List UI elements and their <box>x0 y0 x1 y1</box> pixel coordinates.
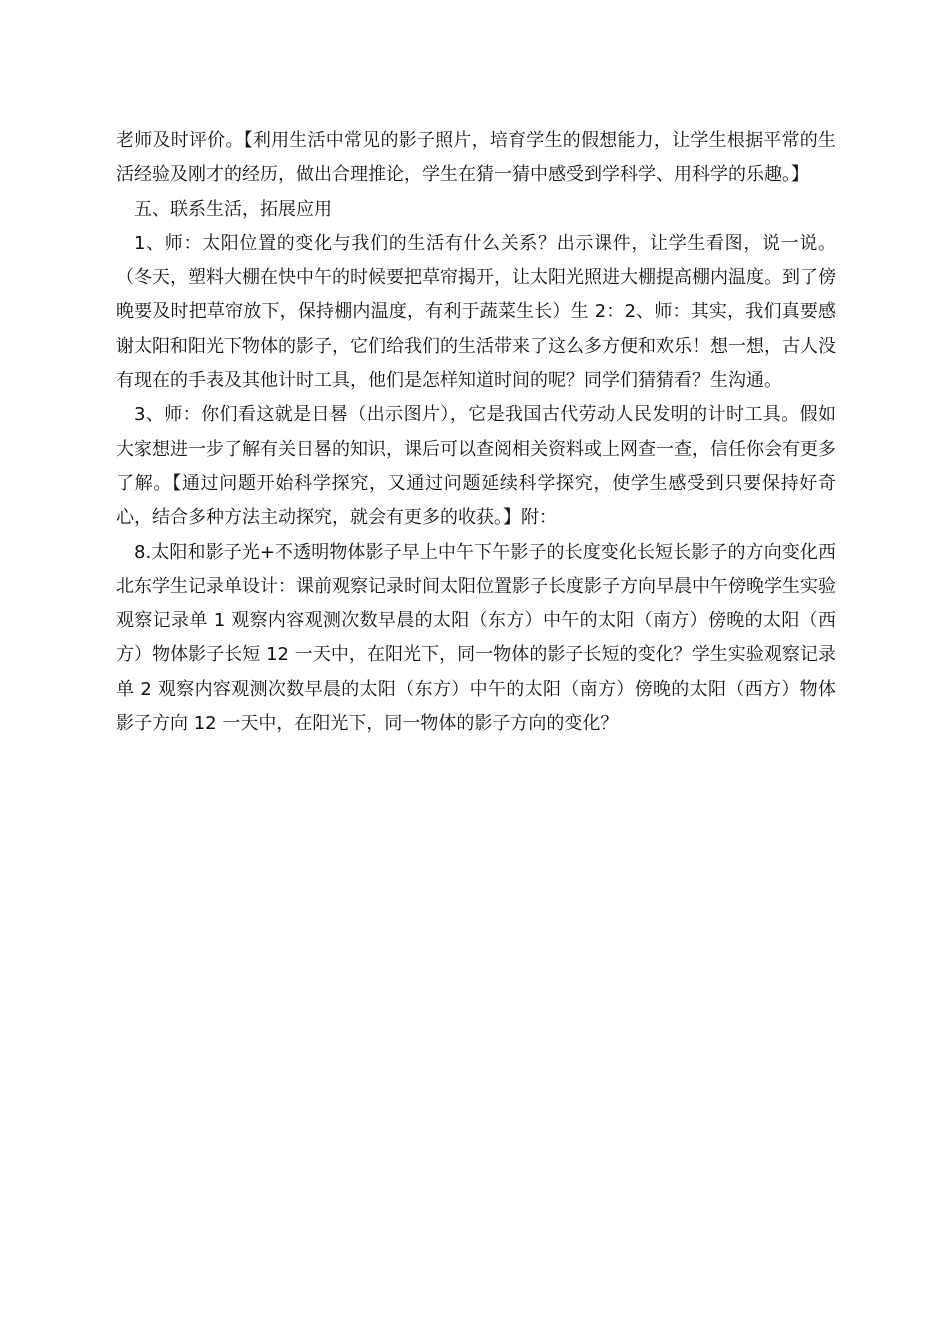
paragraph-sun-position-life: 1、师：太阳位置的变化与我们的生活有什么关系？出示课件，让学生看图，说一说。（冬天，塑料大棚在快中午的时候要把草帘揭开，让太阳光照进大棚提高棚内温度。到了傍晚要及时把草帘放下，保持棚内温度，有利于蔬菜生长）生 2：2、师：其实，我们真要感谢太阳和阳光下物体的影子，它们给我们的生活带来了这么多方便和欢乐！想一想，古人没有现在的手表及其他计时工具，他们是怎样知道时间的呢？同学们猜猜看？生沟通。 <box>116 232 836 392</box>
paragraph-sundial: 3、师：你们看这就是日晷（出示图片），它是我国古代劳动人民发明的计时工具。假如大家想进一步了解有关日晷的知识，课后可以查阅相关资料或上网查一查，信任你会有更多了解。【通过问题开始科学探究，又通过问题延续科学探究，使学生感受到只要保持好奇心，结合多种方法主动探究，就会有更多的收获。】附： <box>116 404 836 529</box>
paragraph-teacher-evaluation: 老师及时评价。【利用生活中常见的影子照片，培育学生的假想能力，让学生根据平常的生活经验及刚才的经历，做出合理推论，学生在猜一猜中感受到学科学、用科学的乐趣。】 <box>116 130 836 186</box>
document-page <box>116 124 836 741</box>
paragraph-record-sheet-design: 8.太阳和影子光+不透明物体影子早上中午下午影子的长度变化长短长影子的方向变化西北东学生记录单设计：课前观察记录时间太阳位置影子长度影子方向早晨中午傍晚学生实验观察记录单 1 观察内容观测次数早晨的太阳（东方）中午的太阳（南方）傍晚的太阳（西方）物体影子长短 12 一天中，在阳光下，同一物体的影子长短的变化？学生实验观察记录单 2 观察内容观测次数早晨的太阳（东方）中午的太阳（南方）傍晚的太阳（西方）物体影子方向 12 一天中，在阳光下，同一物体的影子方向的变化？ <box>116 541 836 735</box>
section-heading-life-application: 五、联系生活，拓展应用 <box>134 198 332 220</box>
